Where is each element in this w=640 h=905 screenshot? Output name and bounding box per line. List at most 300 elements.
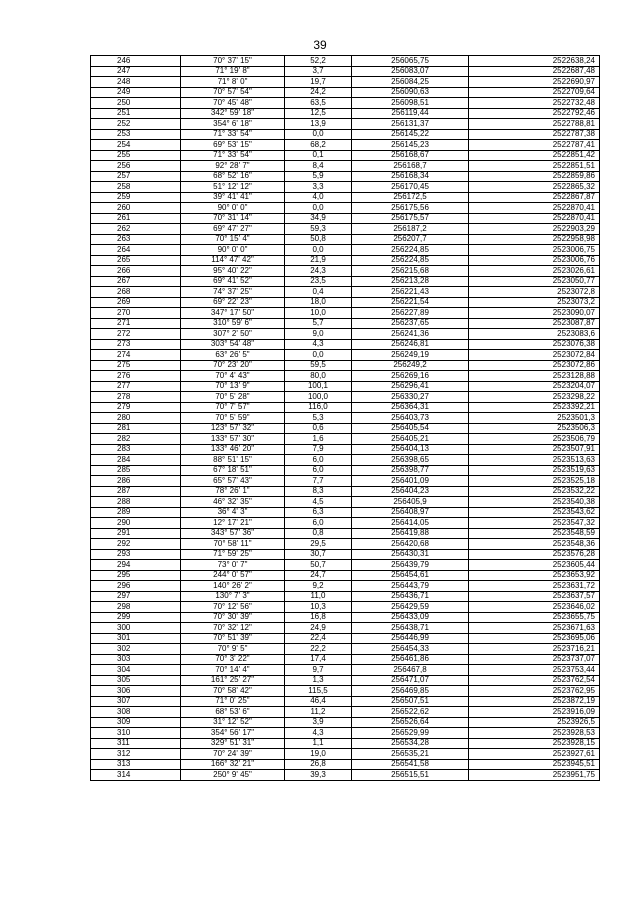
- x-coordinate-cell: 256404,13: [352, 444, 469, 455]
- point-number-cell: 265: [91, 255, 181, 266]
- direction-angle-cell: 90° 0' 0": [181, 245, 285, 256]
- length-cell: 3,3: [285, 182, 352, 193]
- table-row: [91, 87, 600, 98]
- x-coordinate-cell: 256246,81: [352, 339, 469, 350]
- length-cell: 5,7: [285, 318, 352, 329]
- direction-angle-cell: 70° 32' 12": [181, 623, 285, 634]
- x-coordinate-cell: 256535,21: [352, 749, 469, 760]
- length-cell: 24,2: [285, 87, 352, 98]
- y-coordinate-cell: 2523072,84: [469, 350, 600, 361]
- length-cell: 39,3: [285, 770, 352, 781]
- point-number-cell: 289: [91, 507, 181, 518]
- point-number-cell: 280: [91, 413, 181, 424]
- table-row: [91, 56, 600, 67]
- length-cell: 4,3: [285, 728, 352, 739]
- table-row: [91, 770, 600, 781]
- point-number-cell: 248: [91, 77, 181, 88]
- y-coordinate-cell: 2523762,95: [469, 686, 600, 697]
- table-row: [91, 371, 600, 382]
- point-number-cell: 261: [91, 213, 181, 224]
- point-number-cell: 306: [91, 686, 181, 697]
- direction-angle-cell: 70° 37' 15": [181, 56, 285, 67]
- table-row: [91, 507, 600, 518]
- direction-angle-cell: 123° 57' 32": [181, 423, 285, 434]
- y-coordinate-cell: 2522787,41: [469, 140, 600, 151]
- point-number-cell: 268: [91, 287, 181, 298]
- direction-angle-cell: 69° 22' 23": [181, 297, 285, 308]
- length-cell: 22,4: [285, 633, 352, 644]
- table-row: [91, 665, 600, 676]
- x-coordinate-cell: 256175,56: [352, 203, 469, 214]
- direction-angle-cell: 130° 7' 3": [181, 591, 285, 602]
- length-cell: 115,5: [285, 686, 352, 697]
- table-row: [91, 245, 600, 256]
- point-number-cell: 249: [91, 87, 181, 98]
- x-coordinate-cell: 256221,54: [352, 297, 469, 308]
- length-cell: 0,0: [285, 203, 352, 214]
- point-number-cell: 246: [91, 56, 181, 67]
- table-row: [91, 339, 600, 350]
- table-row: [91, 350, 600, 361]
- point-number-cell: 263: [91, 234, 181, 245]
- y-coordinate-cell: 2523090,07: [469, 308, 600, 319]
- table-row: [91, 182, 600, 193]
- direction-angle-cell: 70° 12' 56": [181, 602, 285, 613]
- direction-angle-cell: 70° 57' 54": [181, 87, 285, 98]
- length-cell: 21,9: [285, 255, 352, 266]
- y-coordinate-cell: 2523753,44: [469, 665, 600, 676]
- x-coordinate-cell: 256237,65: [352, 318, 469, 329]
- table-row: [91, 728, 600, 739]
- point-number-cell: 279: [91, 402, 181, 413]
- table-row: [91, 444, 600, 455]
- length-cell: 0,0: [285, 129, 352, 140]
- point-number-cell: 298: [91, 602, 181, 613]
- direction-angle-cell: 95° 40' 22": [181, 266, 285, 277]
- y-coordinate-cell: 2523073,2: [469, 297, 600, 308]
- x-coordinate-cell: 256065,75: [352, 56, 469, 67]
- point-number-cell: 300: [91, 623, 181, 634]
- length-cell: 30,7: [285, 549, 352, 560]
- direction-angle-cell: 68° 52' 16": [181, 171, 285, 182]
- x-coordinate-cell: 256414,05: [352, 518, 469, 529]
- table-row: [91, 318, 600, 329]
- length-cell: 9,7: [285, 665, 352, 676]
- y-coordinate-cell: 2523507,91: [469, 444, 600, 455]
- y-coordinate-cell: 2523945,51: [469, 759, 600, 770]
- length-cell: 6,0: [285, 518, 352, 529]
- x-coordinate-cell: 256224,85: [352, 255, 469, 266]
- x-coordinate-cell: 256454,61: [352, 570, 469, 581]
- x-coordinate-cell: 256469,85: [352, 686, 469, 697]
- direction-angle-cell: 71° 8' 0": [181, 77, 285, 88]
- direction-angle-cell: 70° 5' 28": [181, 392, 285, 403]
- x-coordinate-cell: 256522,62: [352, 707, 469, 718]
- point-number-cell: 253: [91, 129, 181, 140]
- x-coordinate-cell: 256433,09: [352, 612, 469, 623]
- length-cell: 100,1: [285, 381, 352, 392]
- direction-angle-cell: 36° 4' 3": [181, 507, 285, 518]
- x-coordinate-cell: 256439,79: [352, 560, 469, 571]
- table-row: [91, 224, 600, 235]
- point-number-cell: 296: [91, 581, 181, 592]
- y-coordinate-cell: 2523076,38: [469, 339, 600, 350]
- y-coordinate-cell: 2522687,48: [469, 66, 600, 77]
- point-number-cell: 308: [91, 707, 181, 718]
- x-coordinate-cell: 256534,28: [352, 738, 469, 749]
- point-number-cell: 260: [91, 203, 181, 214]
- x-coordinate-cell: 256213,28: [352, 276, 469, 287]
- table-row: [91, 140, 600, 151]
- length-cell: 17,4: [285, 654, 352, 665]
- length-cell: 52,2: [285, 56, 352, 67]
- y-coordinate-cell: 2523872,19: [469, 696, 600, 707]
- y-coordinate-cell: 2522867,87: [469, 192, 600, 203]
- y-coordinate-cell: 2523547,32: [469, 518, 600, 529]
- table-row: [91, 266, 600, 277]
- point-number-cell: 272: [91, 329, 181, 340]
- x-coordinate-cell: 256529,99: [352, 728, 469, 739]
- y-coordinate-cell: 2523519,63: [469, 465, 600, 476]
- point-number-cell: 266: [91, 266, 181, 277]
- table-row: [91, 308, 600, 319]
- y-coordinate-cell: 2523006,75: [469, 245, 600, 256]
- direction-angle-cell: 70° 7' 57": [181, 402, 285, 413]
- y-coordinate-cell: 2523072,8: [469, 287, 600, 298]
- direction-angle-cell: 70° 23' 20": [181, 360, 285, 371]
- point-number-cell: 269: [91, 297, 181, 308]
- y-coordinate-cell: 2522709,64: [469, 87, 600, 98]
- point-number-cell: 313: [91, 759, 181, 770]
- table-row: [91, 108, 600, 119]
- y-coordinate-cell: 2523576,28: [469, 549, 600, 560]
- length-cell: 0,0: [285, 245, 352, 256]
- table-row: [91, 423, 600, 434]
- point-number-cell: 254: [91, 140, 181, 151]
- table-row: [91, 119, 600, 130]
- point-number-cell: 252: [91, 119, 181, 130]
- length-cell: 7,9: [285, 444, 352, 455]
- coordinate-table: [90, 55, 600, 781]
- direction-angle-cell: 63° 26' 5": [181, 350, 285, 361]
- table-row: [91, 129, 600, 140]
- direction-angle-cell: 70° 5' 59": [181, 413, 285, 424]
- direction-angle-cell: 70° 24' 39": [181, 749, 285, 760]
- length-cell: 46,4: [285, 696, 352, 707]
- direction-angle-cell: 31° 12' 52": [181, 717, 285, 728]
- point-number-cell: 256: [91, 161, 181, 172]
- length-cell: 1,6: [285, 434, 352, 445]
- direction-angle-cell: 70° 14' 4": [181, 665, 285, 676]
- point-number-cell: 247: [91, 66, 181, 77]
- y-coordinate-cell: 2523637,57: [469, 591, 600, 602]
- y-coordinate-cell: 2522870,41: [469, 213, 600, 224]
- direction-angle-cell: 71° 0' 25": [181, 696, 285, 707]
- x-coordinate-cell: 256405,54: [352, 423, 469, 434]
- y-coordinate-cell: 2523298,22: [469, 392, 600, 403]
- length-cell: 6,0: [285, 465, 352, 476]
- length-cell: 19,7: [285, 77, 352, 88]
- x-coordinate-cell: 256296,41: [352, 381, 469, 392]
- point-number-cell: 309: [91, 717, 181, 728]
- y-coordinate-cell: 2523548,59: [469, 528, 600, 539]
- table-row: [91, 581, 600, 592]
- point-number-cell: 276: [91, 371, 181, 382]
- direction-angle-cell: 303° 54' 48": [181, 339, 285, 350]
- length-cell: 11,2: [285, 707, 352, 718]
- x-coordinate-cell: 256145,23: [352, 140, 469, 151]
- table-row: [91, 644, 600, 655]
- table-row: [91, 707, 600, 718]
- table-row: [91, 633, 600, 644]
- length-cell: 4,5: [285, 497, 352, 508]
- point-number-cell: 287: [91, 486, 181, 497]
- direction-angle-cell: 70° 51' 39": [181, 633, 285, 644]
- x-coordinate-cell: 256119,44: [352, 108, 469, 119]
- direction-angle-cell: 347° 17' 50": [181, 308, 285, 319]
- point-number-cell: 286: [91, 476, 181, 487]
- y-coordinate-cell: 2523928,53: [469, 728, 600, 739]
- x-coordinate-cell: 256168,7: [352, 161, 469, 172]
- point-number-cell: 250: [91, 98, 181, 109]
- y-coordinate-cell: 2523928,15: [469, 738, 600, 749]
- point-number-cell: 302: [91, 644, 181, 655]
- length-cell: 11,0: [285, 591, 352, 602]
- point-number-cell: 297: [91, 591, 181, 602]
- length-cell: 29,5: [285, 539, 352, 550]
- direction-angle-cell: 74° 37' 25": [181, 287, 285, 298]
- y-coordinate-cell: 2523671,63: [469, 623, 600, 634]
- table-row: [91, 434, 600, 445]
- direction-angle-cell: 140° 26' 2": [181, 581, 285, 592]
- x-coordinate-cell: 256471,07: [352, 675, 469, 686]
- direction-angle-cell: 73° 0' 7": [181, 560, 285, 571]
- y-coordinate-cell: 2523506,79: [469, 434, 600, 445]
- direction-angle-cell: 90° 0' 0": [181, 203, 285, 214]
- length-cell: 50,8: [285, 234, 352, 245]
- direction-angle-cell: 166° 32' 21": [181, 759, 285, 770]
- point-number-cell: 278: [91, 392, 181, 403]
- direction-angle-cell: 46° 32' 35": [181, 497, 285, 508]
- x-coordinate-cell: 256401,09: [352, 476, 469, 487]
- point-number-cell: 282: [91, 434, 181, 445]
- direction-angle-cell: 354° 6' 18": [181, 119, 285, 130]
- point-number-cell: 281: [91, 423, 181, 434]
- x-coordinate-cell: 256430,31: [352, 549, 469, 560]
- direction-angle-cell: 70° 15' 4": [181, 234, 285, 245]
- y-coordinate-cell: 2522870,41: [469, 203, 600, 214]
- direction-angle-cell: 39° 41' 41": [181, 192, 285, 203]
- y-coordinate-cell: 2523737,07: [469, 654, 600, 665]
- table-row: [91, 759, 600, 770]
- length-cell: 0,4: [285, 287, 352, 298]
- length-cell: 23,5: [285, 276, 352, 287]
- y-coordinate-cell: 2523128,88: [469, 371, 600, 382]
- point-number-cell: 277: [91, 381, 181, 392]
- y-coordinate-cell: 2522690,97: [469, 77, 600, 88]
- x-coordinate-cell: 256461,86: [352, 654, 469, 665]
- point-number-cell: 299: [91, 612, 181, 623]
- direction-angle-cell: 343° 57' 36": [181, 528, 285, 539]
- y-coordinate-cell: 2523951,75: [469, 770, 600, 781]
- y-coordinate-cell: 2523525,18: [469, 476, 600, 487]
- table-row: [91, 465, 600, 476]
- x-coordinate-cell: 256443,79: [352, 581, 469, 592]
- length-cell: 22,2: [285, 644, 352, 655]
- y-coordinate-cell: 2523695,06: [469, 633, 600, 644]
- y-coordinate-cell: 2523926,5: [469, 717, 600, 728]
- length-cell: 3,9: [285, 717, 352, 728]
- length-cell: 68,2: [285, 140, 352, 151]
- x-coordinate-cell: 256541,58: [352, 759, 469, 770]
- length-cell: 24,3: [285, 266, 352, 277]
- table-row: [91, 455, 600, 466]
- direction-angle-cell: 70° 58' 11": [181, 539, 285, 550]
- length-cell: 24,9: [285, 623, 352, 634]
- length-cell: 50,7: [285, 560, 352, 571]
- x-coordinate-cell: 256241,36: [352, 329, 469, 340]
- point-number-cell: 262: [91, 224, 181, 235]
- point-number-cell: 284: [91, 455, 181, 466]
- table-row: [91, 392, 600, 403]
- table-row: [91, 276, 600, 287]
- table-row: [91, 203, 600, 214]
- x-coordinate-cell: 256224,85: [352, 245, 469, 256]
- point-number-cell: 295: [91, 570, 181, 581]
- table-row: [91, 654, 600, 665]
- y-coordinate-cell: 2522787,38: [469, 129, 600, 140]
- x-coordinate-cell: 256330,27: [352, 392, 469, 403]
- x-coordinate-cell: 256405,21: [352, 434, 469, 445]
- x-coordinate-cell: 256419,88: [352, 528, 469, 539]
- y-coordinate-cell: 2523631,72: [469, 581, 600, 592]
- point-number-cell: 290: [91, 518, 181, 529]
- x-coordinate-cell: 256404,23: [352, 486, 469, 497]
- direction-angle-cell: 71° 59' 25": [181, 549, 285, 560]
- table-row: [91, 696, 600, 707]
- length-cell: 1,1: [285, 738, 352, 749]
- direction-angle-cell: 354° 56' 17": [181, 728, 285, 739]
- y-coordinate-cell: 2523927,61: [469, 749, 600, 760]
- point-number-cell: 259: [91, 192, 181, 203]
- y-coordinate-cell: 2522865,32: [469, 182, 600, 193]
- point-number-cell: 312: [91, 749, 181, 760]
- table-row: [91, 150, 600, 161]
- table-row: [91, 287, 600, 298]
- length-cell: 26,8: [285, 759, 352, 770]
- direction-angle-cell: 310° 59' 6": [181, 318, 285, 329]
- length-cell: 5,9: [285, 171, 352, 182]
- table-row: [91, 297, 600, 308]
- x-coordinate-cell: 256090,63: [352, 87, 469, 98]
- y-coordinate-cell: 2522851,51: [469, 161, 600, 172]
- length-cell: 7,7: [285, 476, 352, 487]
- y-coordinate-cell: 2523083,6: [469, 329, 600, 340]
- y-coordinate-cell: 2523605,44: [469, 560, 600, 571]
- table-row: [91, 360, 600, 371]
- direction-angle-cell: 114° 47' 42": [181, 255, 285, 266]
- point-number-cell: 257: [91, 171, 181, 182]
- y-coordinate-cell: 2523513,63: [469, 455, 600, 466]
- table-row: [91, 77, 600, 88]
- direction-angle-cell: 71° 33' 54": [181, 150, 285, 161]
- y-coordinate-cell: 2523716,21: [469, 644, 600, 655]
- point-number-cell: 314: [91, 770, 181, 781]
- point-number-cell: 273: [91, 339, 181, 350]
- y-coordinate-cell: 2523204,07: [469, 381, 600, 392]
- y-coordinate-cell: 2522788,81: [469, 119, 600, 130]
- length-cell: 63,5: [285, 98, 352, 109]
- length-cell: 5,3: [285, 413, 352, 424]
- y-coordinate-cell: 2523392,21: [469, 402, 600, 413]
- length-cell: 6,3: [285, 507, 352, 518]
- length-cell: 13,9: [285, 119, 352, 130]
- y-coordinate-cell: 2523026,61: [469, 266, 600, 277]
- length-cell: 9,0: [285, 329, 352, 340]
- x-coordinate-cell: 256215,68: [352, 266, 469, 277]
- y-coordinate-cell: 2523006,76: [469, 255, 600, 266]
- y-coordinate-cell: 2523087,87: [469, 318, 600, 329]
- length-cell: 6,0: [285, 455, 352, 466]
- length-cell: 16,8: [285, 612, 352, 623]
- direction-angle-cell: 69° 47' 27": [181, 224, 285, 235]
- direction-angle-cell: 71° 33' 54": [181, 129, 285, 140]
- x-coordinate-cell: 256187,2: [352, 224, 469, 235]
- point-number-cell: 304: [91, 665, 181, 676]
- x-coordinate-cell: 256168,67: [352, 150, 469, 161]
- point-number-cell: 292: [91, 539, 181, 550]
- direction-angle-cell: 69° 53' 15": [181, 140, 285, 151]
- direction-angle-cell: 133° 57' 30": [181, 434, 285, 445]
- direction-angle-cell: 244° 0' 57": [181, 570, 285, 581]
- y-coordinate-cell: 2523543,62: [469, 507, 600, 518]
- length-cell: 0,0: [285, 350, 352, 361]
- direction-angle-cell: 70° 13' 9": [181, 381, 285, 392]
- length-cell: 4,0: [285, 192, 352, 203]
- x-coordinate-cell: 256227,89: [352, 308, 469, 319]
- point-number-cell: 271: [91, 318, 181, 329]
- y-coordinate-cell: 2523653,92: [469, 570, 600, 581]
- point-number-cell: 301: [91, 633, 181, 644]
- table-row: [91, 560, 600, 571]
- direction-angle-cell: 70° 31' 14": [181, 213, 285, 224]
- x-coordinate-cell: 256398,65: [352, 455, 469, 466]
- direction-angle-cell: 51° 12' 12": [181, 182, 285, 193]
- point-number-cell: 291: [91, 528, 181, 539]
- table-row: [91, 486, 600, 497]
- direction-angle-cell: 92° 28' 7": [181, 161, 285, 172]
- direction-angle-cell: 70° 45' 48": [181, 98, 285, 109]
- length-cell: 80,0: [285, 371, 352, 382]
- point-number-cell: 283: [91, 444, 181, 455]
- table-body: [91, 56, 600, 781]
- length-cell: 59,5: [285, 360, 352, 371]
- direction-angle-cell: 67° 18' 51": [181, 465, 285, 476]
- x-coordinate-cell: 256526,64: [352, 717, 469, 728]
- length-cell: 8,4: [285, 161, 352, 172]
- table-row: [91, 675, 600, 686]
- table-row: [91, 192, 600, 203]
- length-cell: 9,2: [285, 581, 352, 592]
- y-coordinate-cell: 2523050,77: [469, 276, 600, 287]
- x-coordinate-cell: 256170,45: [352, 182, 469, 193]
- length-cell: 10,0: [285, 308, 352, 319]
- length-cell: 19,0: [285, 749, 352, 760]
- y-coordinate-cell: 2523506,3: [469, 423, 600, 434]
- point-number-cell: 270: [91, 308, 181, 319]
- table-row: [91, 402, 600, 413]
- table-row: [91, 213, 600, 224]
